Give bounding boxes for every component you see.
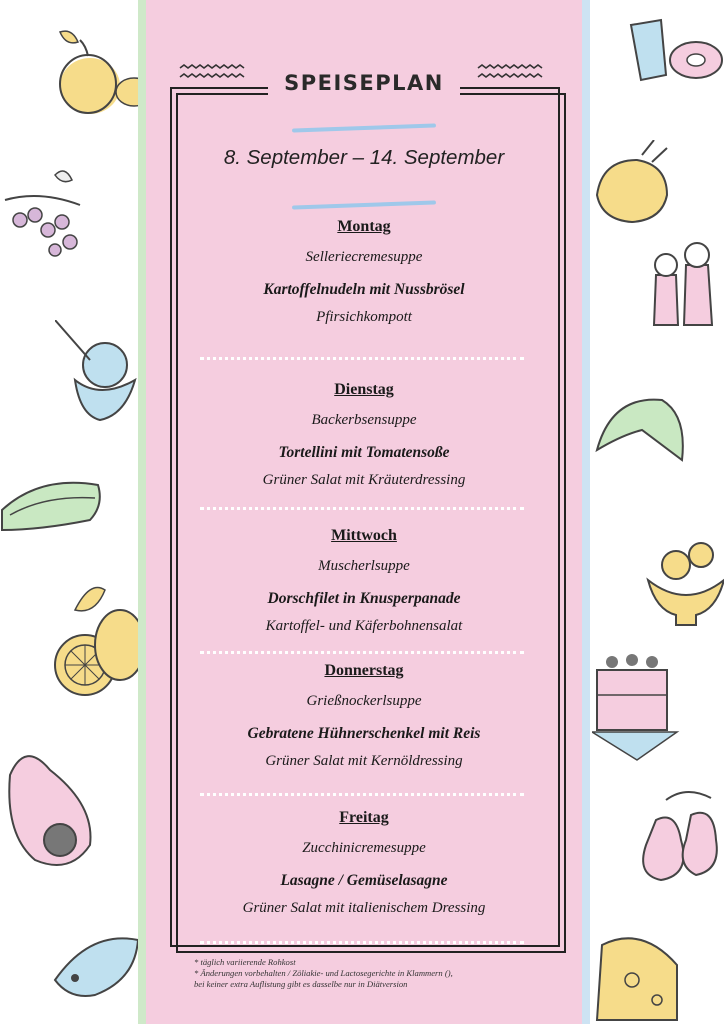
zigzag-right-icon [476,62,548,82]
day-heading: Montag [337,218,391,235]
date-range: 8. September – 14. September [223,146,505,169]
title-banner [268,66,460,100]
day-section-donnerstag [172,660,556,772]
zigzag-left-icon [178,62,250,82]
day-heading: Donnerstag [324,662,404,679]
side-dish: Kartoffel- und Käferbohnensalat [265,618,463,634]
soup: Grießnockerlsuppe [306,693,422,709]
day-heading: Dienstag [334,381,394,398]
footnote-line: * täglich variierende Rohkost [194,957,296,967]
soup: Selleriecremesuppe [305,249,423,265]
main-dish: Kartoffelnudeln mit Nussbrösel [263,281,465,298]
side-dish: Pfirsichkompott [316,309,412,325]
day-section-freitag [172,807,556,919]
cheese-icon [592,925,682,1024]
salt-pepper-icon [646,235,724,335]
pears-icon [636,780,724,890]
main-dish: Gebratene Hühnerschenkel mit Reis [247,725,481,742]
day-separator [200,507,524,510]
croissant-icon [592,390,692,475]
soup: Zucchinicremesuppe [302,840,426,856]
day-section-dienstag [172,379,556,491]
footnote-line: * Änderungen vorbehalten / Zöliakie- und Lactosegerichte in Klammern (), [194,968,453,978]
cake-icon [592,640,682,765]
main-dish: Tortellini mit Tomatensoße [278,444,450,461]
main-dish: Lasagne / Gemüselasagne [280,872,448,889]
side-dish: Grüner Salat mit Kräuterdressing [262,472,466,488]
soup: Backerbsensuppe [311,412,417,428]
side-dish: Grüner Salat mit italienischem Dressing [242,900,486,916]
right-decoration [586,0,724,1024]
day-separator [200,793,524,796]
soup: Muscherlsuppe [318,558,410,574]
left-decoration [0,0,138,1024]
day-heading: Freitag [339,809,389,826]
ice-cream-icon [55,320,140,430]
day-section-montag [172,216,556,328]
day-separator [200,941,524,944]
fruit-bowl-icon [646,530,724,630]
day-separator [200,651,524,654]
roast-chicken-icon [592,140,672,230]
day-separator [200,357,524,360]
main-dish: Dorschfilet in Knusperpanade [267,590,461,607]
page-title: SPEISEPLAN [284,71,444,95]
grapes-icon [0,160,100,270]
side-dish: Grüner Salat mit Kernöldressing [265,753,463,769]
apple-icon [20,18,140,118]
avocado-icon [0,745,105,875]
lemon-icon [40,570,140,700]
footnotes [194,957,564,990]
fish-icon [50,920,140,1010]
footnote-line: bei keiner extra Auflistung gibt es dasselbe nur in Diätversion [194,979,408,989]
coffee-donut-icon [626,15,724,95]
day-heading: Mittwoch [331,527,397,544]
sandwich-icon [0,470,105,540]
day-section-mittwoch [172,525,556,637]
